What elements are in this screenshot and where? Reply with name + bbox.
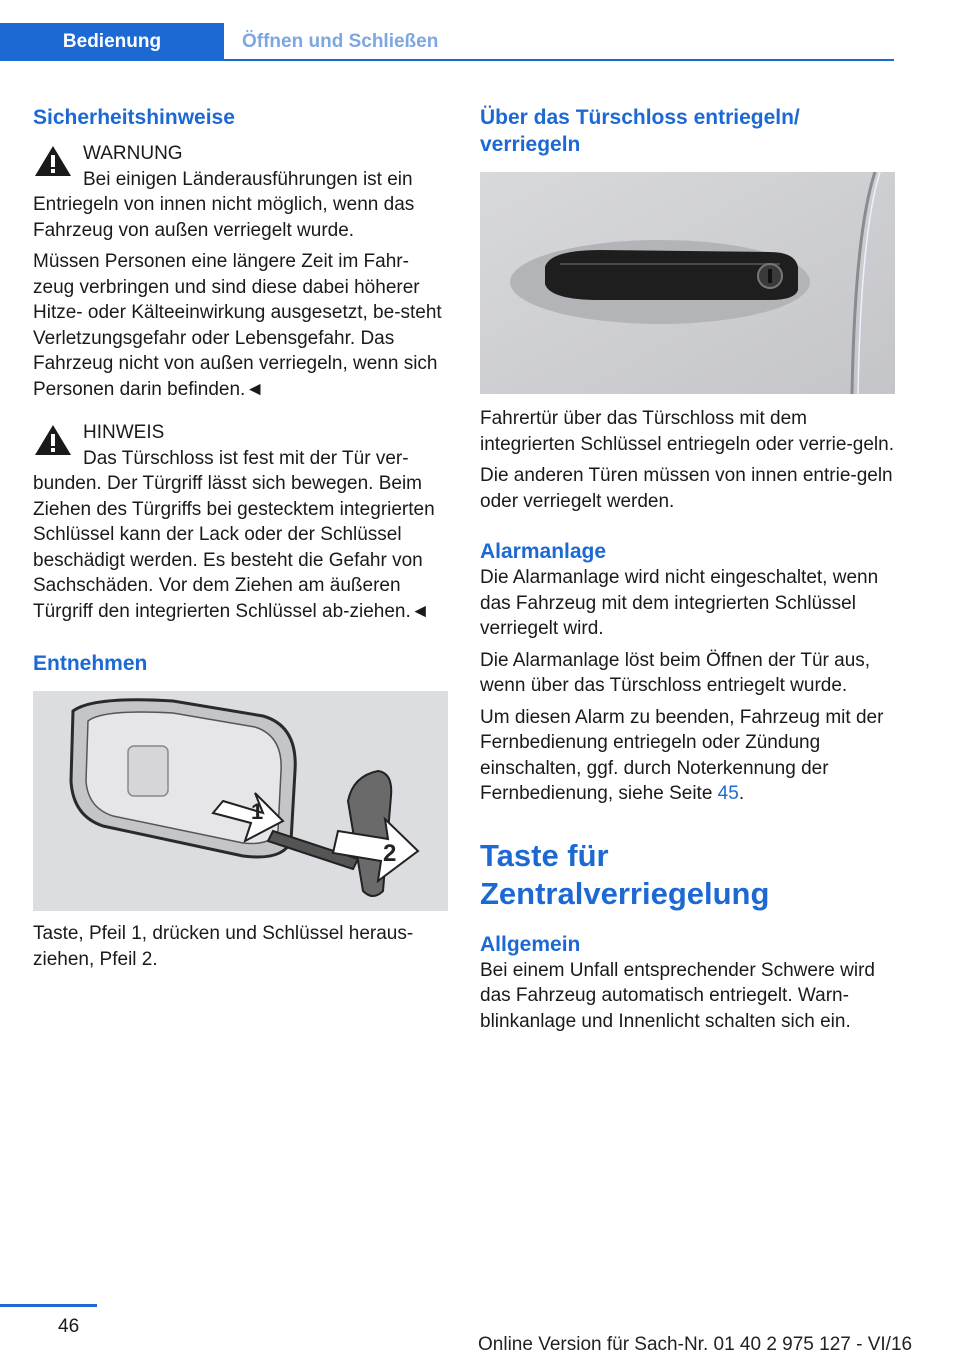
section-title-alarmanlage: Alarmanlage <box>480 540 607 563</box>
left-column <box>33 104 448 978</box>
alarm-para-3-text: Um diesen Alarm zu beenden, Fahrzeug mit der Fernbedienung entriegeln oder Zündung einschalten, ggf. durch Noterkennung der Fernbedienung, siehe Seite <box>480 706 884 804</box>
alarm-para-3-end: . <box>738 783 745 804</box>
alarm-para-3 <box>480 705 895 807</box>
notice-block <box>33 420 448 624</box>
key-removal-image <box>33 691 448 911</box>
door-para-1: Fahrertür über das Türschloss mit dem integrierten Schlüssel entriegeln oder verrie-geln. <box>480 408 895 455</box>
door-handle-image <box>480 172 895 394</box>
online-version-text: Online Version für Sach-Nr. 01 40 2 975 127 - VI/16 <box>478 1334 913 1355</box>
page-45-link[interactable]: 45 <box>717 783 739 804</box>
notice-label: HINWEIS <box>83 422 165 443</box>
notice-triangle-icon <box>33 422 73 458</box>
section-title-entnehmen: Entnehmen <box>33 652 148 675</box>
warning-text-first: Bei einigen Länderausführungen ist ein <box>83 168 413 190</box>
warning-text-2: Müssen Personen eine längere Zeit im Fahr-zeug verbringen und sind diese dabei höherer Hitze- oder Kälteeinwirkung ausgesetzt, be-steht Verletzungsgefahr oder Lebensgefahr. Das Fahrzeug nicht von außen verriegeln, wenn sich Personen darin befinden.◄ <box>33 251 442 400</box>
warning-text: Entriegeln von innen nicht möglich, wenn das Fahrzeug von außen verriegelt wurde. <box>33 194 415 241</box>
alarm-para-1: Die Alarmanlage wird nicht eingeschaltet, wenn das Fahrzeug mit dem integrierten Schlüssel verriegelt wird. <box>480 567 879 639</box>
key-caption: Taste, Pfeil 1, drücken und Schlüssel heraus-ziehen, Pfeil 2. <box>33 923 414 970</box>
notice-text-first: Das Türschloss ist fest mit der Tür ver- <box>83 447 409 469</box>
header-divider <box>224 59 894 61</box>
arrow-1-label: 1 <box>251 799 264 824</box>
section-title-sicherheitshinweise: Sicherheitshinweise <box>33 106 235 129</box>
arrow-2-label: 2 <box>383 840 397 867</box>
alarm-para-2: Die Alarmanlage löst beim Öffnen der Tür aus, wenn über das Türschloss entriegelt wurde. <box>480 649 871 696</box>
right-column <box>480 104 895 1040</box>
section-title-allgemein: Allgemein <box>480 932 581 956</box>
footer-divider <box>0 1304 97 1307</box>
warning-triangle-icon <box>33 143 73 179</box>
chapter-title-zentralverriegelung: Taste für Zentralverriegelung <box>480 837 770 911</box>
section-title-tuerschloss: Über das Türschloss entriegeln/ verriegeln <box>480 106 800 156</box>
warning-block <box>33 141 448 402</box>
key-illustration <box>33 691 448 911</box>
allgemein-text: Bei einem Unfall entsprechender Schwere wird das Fahrzeug automatisch entriegelt. Warn-blinkanlage und Innenlicht schalten sich ein. <box>480 959 875 1032</box>
tab-bedienung[interactable]: Bedienung <box>0 23 224 61</box>
notice-text: bunden. Der Türgriff lässt sich bewegen. Beim Ziehen des Türgriffs bei gestecktem integrierten Schlüssel kann der Lack oder der Schlüssel beschädigt werden. Es besteht die Gefahr von Sachschäden. Vor dem Ziehen am äußeren Türgriff den integrierten Schlüssel ab-ziehen.◄ <box>33 473 435 622</box>
warning-label: WARNUNG <box>83 143 183 164</box>
door-handle-illustration <box>480 172 895 394</box>
tab-oeffnen-schliessen[interactable]: Öffnen und Schließen <box>242 31 439 52</box>
door-para-2: Die anderen Türen müssen von innen entrie-geln oder verriegelt werden. <box>480 465 893 512</box>
page-number: 46 <box>58 1316 80 1337</box>
